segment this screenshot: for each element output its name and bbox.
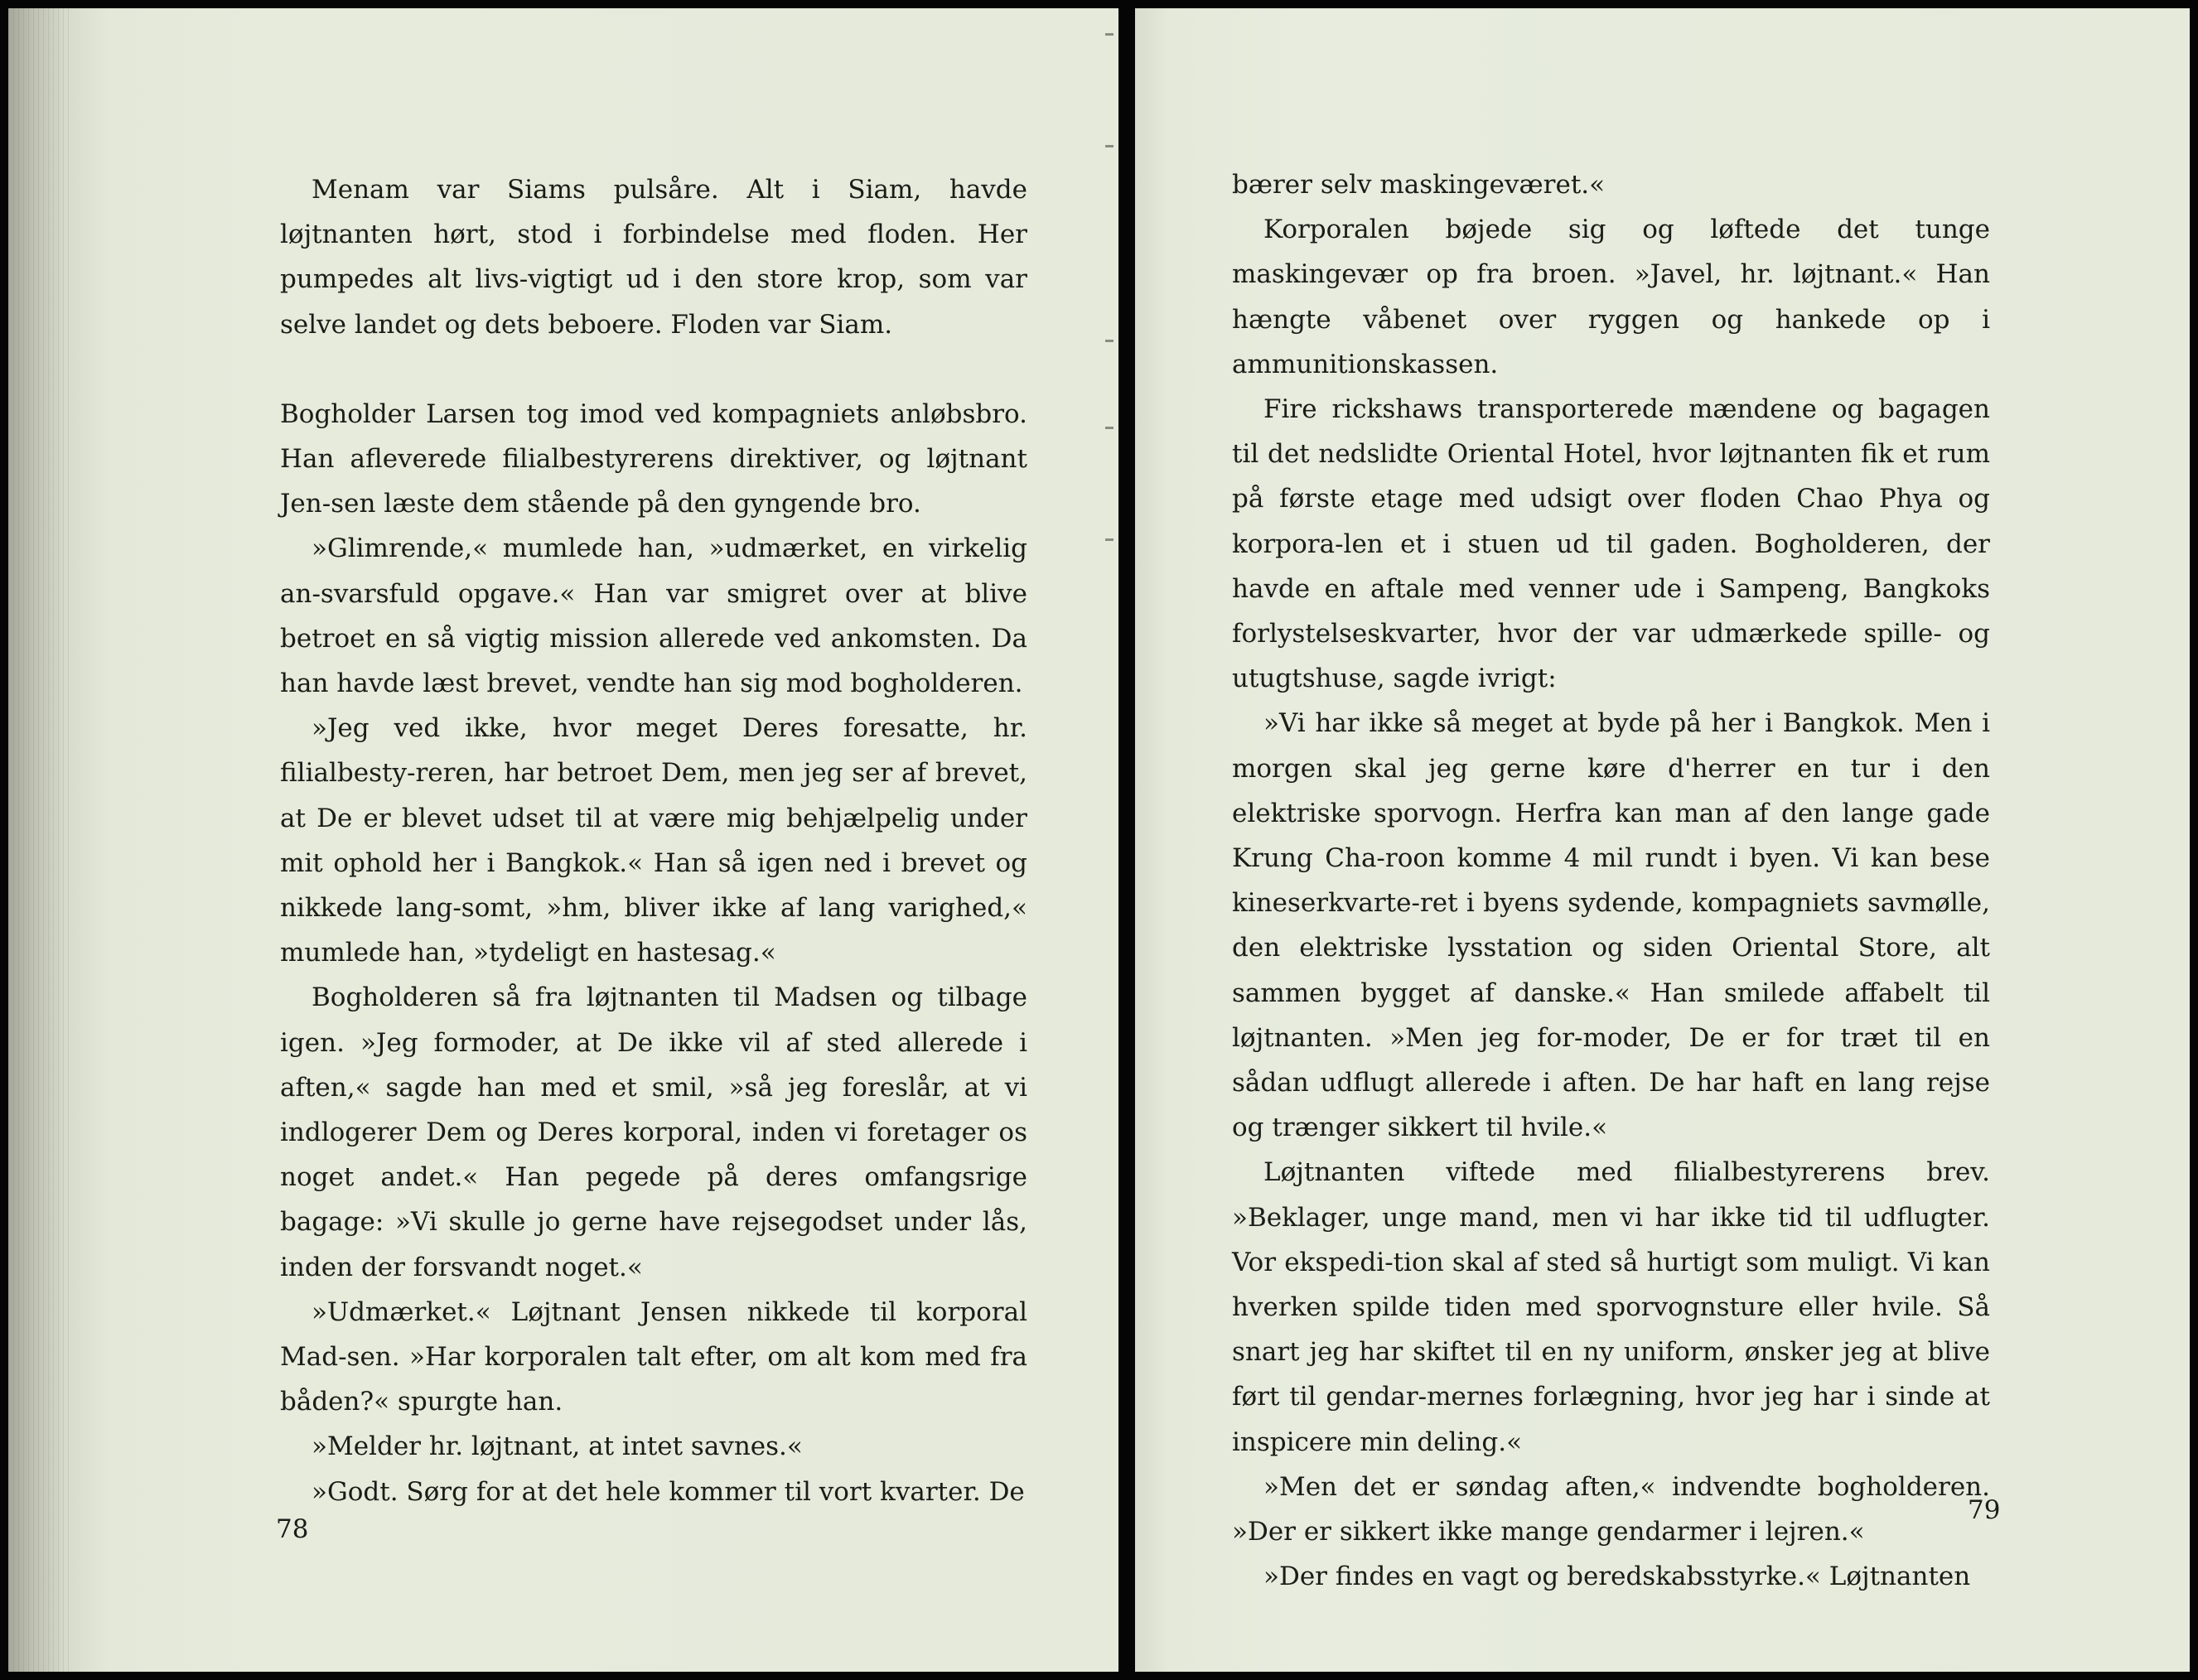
paragraph: Korporalen bøjede sig og løftede det tunge maskingevær op fra broen. »Javel, hr. løjtnant.« Han hængte våbenet over ryggen og hankede op i ammunitionskassen. [1232, 215, 1990, 379]
right-page-text [1232, 162, 1990, 1600]
paragraph: »Glimrende,« mumlede han, »udmærket, en virkelig an-svarsfuld opgave.« Han var smigret over at blive betroet en så vigtig mission allerede ved ankomsten. Da han havde læst brevet, vendte han sig mod bogholderen. [280, 533, 1027, 699]
paragraph: Bogholder Larsen tog imod ved kompagniets anløbsbro. Han afleverede filialbestyrerens direktiver, og løjtnant Jen-sen læste dem stående på den gyngende bro. [280, 398, 1027, 519]
paragraph: »Der findes en vagt og beredskabsstyrke.« Løjtnanten [1263, 1562, 1971, 1592]
paragraph: Menam var Siams pulsåre. Alt i Siam, havde løjtnanten hørt, stod i forbindelse med floden. Her pumpedes alt livs-vigtigt ud i den store krop, som var selve landet og dets beboere. Floden var Siam. [280, 175, 1027, 340]
page-edge [8, 8, 70, 1672]
paragraph: Fire rickshaws transporterede mændene og bagagen til det nedslidte Oriental Hotel, hvor løjtnanten fik et rum på første etage med udsigt over floden Chao Phya og korpora-len et i stuen ud til gaden. Bogholderen, der havde en aftale med venner ude i Sampeng, Bangkoks forlystelseskvarter, hvor der var udmærkede spille- og utugtshuse, sagde ivrigt: [1232, 394, 1990, 694]
paragraph: »Godt. Sørg for at det hele kommer til vort kvarter. De [312, 1476, 1025, 1507]
paragraph: Løjtnanten viftede med filialbestyrerens brev. »Beklager, unge mand, men vi har ikke tid til udflugter. Vor ekspedi-tion skal af sted så hurtigt som muligt. Vi kan hverken spilde tiden med sporvognsture eller hvile. Så snart jeg har skiftet til en ny uniform, ønsker jeg at blive ført til gendar-mernes forlægning, hvor jeg har i sinde at inspicere min deling.« [1232, 1157, 1990, 1457]
paragraph: »Jeg ved ikke, hvor meget Deres foresatte, hr. filialbesty-reren, har betroet Dem, men jeg ser af brevet, at De er blevet udset til at være mig behjælpelig under mit ophold her i Bangkok.« Han så igen ned i brevet og nikkede lang-somt, »hm, bliver ikke af lang varighed,« mumlede han, »tydeligt en hastesag.« [280, 713, 1027, 968]
page-number: 78 [276, 1514, 309, 1544]
page-number: 79 [1968, 1495, 2001, 1525]
paragraph: Bogholderen så fra løjtnanten til Madsen og tilbage igen. »Jeg formoder, at De ikke vil af sted allerede i aften,« sagde han med et smil, »så jeg foreslår, at vi indlogerer Dem og Deres korporal, inden vi foretager os noget andet.« Han pegede på deres omfangsrige bagage: »Vi skulle jo gerne have rejsegodset under lås, inden der forsvandt noget.« [280, 982, 1027, 1282]
paragraph: »Men det er søndag aften,« indvendte bogholderen. »Der er sikkert ikke mange gendarmer i lejren.« [1232, 1471, 1990, 1547]
left-page [8, 8, 1118, 1672]
paragraph: bærer selv maskingeværet.« [1232, 170, 1606, 200]
paragraph: »Melder hr. løjtnant, at intet savnes.« [312, 1431, 803, 1462]
left-page-text [280, 167, 1027, 1514]
paragraph: »Vi har ikke så meget at byde på her i Bangkok. Men i morgen skal jeg gerne køre d'herrer en tur i den elektriske sporvogn. Herfra kan man af den lange gade Krung Cha-roon komme 4 mil rundt i byen. Vi kan bese kineserkvarte-ret i byens sydende, kompagniets savmølle, den elektriske lysstation og siden Oriental Store, alt sammen bygget af danske.« Han smilede affabelt til løjtnanten. »Men jeg for-moder, De er for træt til en sådan udflugt allerede i aften. De har haft en lang rejse og trænger sikkert til hvile.« [1232, 708, 1990, 1143]
right-page [1135, 8, 2190, 1672]
paragraph: »Udmærket.« Løjtnant Jensen nikkede til korporal Mad-sen. »Har korporalen talt efter, om alt kom med fra båden?« spurgte han. [280, 1296, 1027, 1417]
gutter [1102, 8, 1118, 1672]
